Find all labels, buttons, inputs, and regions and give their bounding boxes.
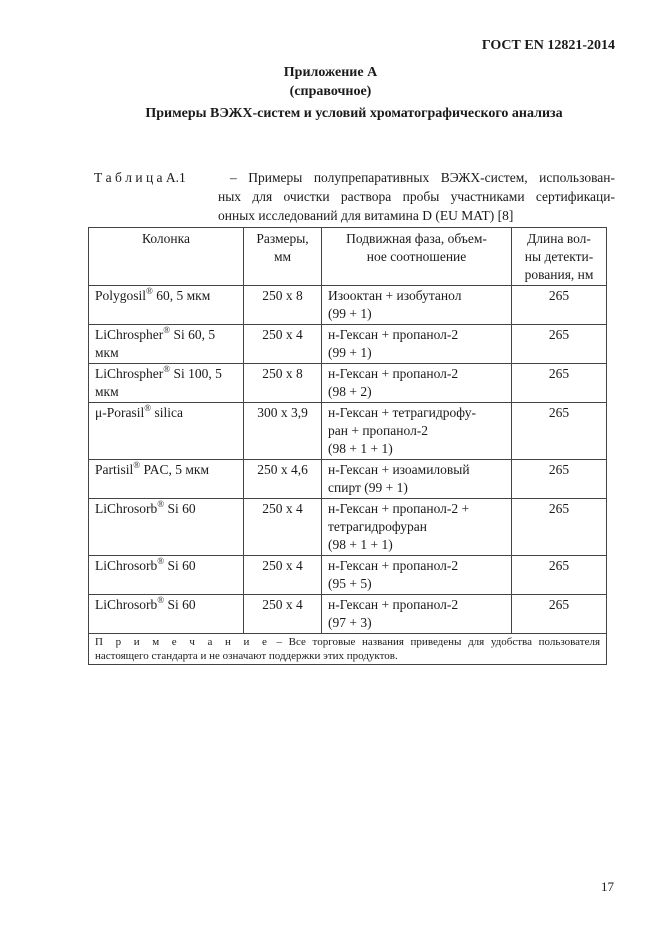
caption-line-1: – Примеры полупрепаративных ВЭЖХ-систем, использован-: [230, 170, 615, 185]
header-mobile-line: Подвижная фаза, объем-: [346, 231, 487, 246]
header-wavelength-line: Длина вол-: [527, 231, 591, 246]
column-brand: LiChrospher: [95, 327, 164, 342]
mobile-phase-line: н-Гексан + пропанол-2: [328, 327, 459, 342]
mobile-phase-line: н-Гексан + пропанол-2: [328, 558, 459, 573]
cell-mobile-phase: [322, 556, 512, 595]
mobile-phase-line: (98 + 2): [328, 384, 372, 399]
annex-heading: Примеры ВЭЖХ-систем и условий хроматографического анализа: [145, 106, 563, 121]
column-spec: 60, 5 мкм: [152, 288, 211, 303]
registered-mark: ®: [163, 364, 171, 374]
cell-column: [89, 286, 244, 325]
registered-mark: ®: [163, 325, 171, 335]
cell-column: [89, 460, 244, 499]
page-number: 17: [601, 879, 614, 894]
column-brand: LiChrospher: [95, 366, 164, 381]
caption-line-2: ных для очистки раствора пробы участниками сертификаци-: [218, 189, 615, 204]
table-row: [89, 325, 607, 364]
registered-mark: ®: [157, 556, 165, 566]
mobile-phase-line: н-Гексан + пропанол-2 +: [328, 501, 470, 516]
mobile-phase-line: тетрагидрофуран: [328, 519, 427, 534]
standard-designation: ГОСТ EN 12821-2014: [481, 38, 615, 53]
cell-size: 250 х 4: [244, 499, 322, 556]
header-wavelength-line: рования, нм: [524, 267, 594, 282]
note-line-1: [95, 635, 600, 649]
mobile-phase-line: Изооктан + изобутанол: [328, 288, 462, 303]
cell-size: 250 х 4,6: [244, 460, 322, 499]
table-row: [89, 595, 607, 634]
cell-wavelength: 265: [512, 460, 607, 499]
header-wavelength-line: ны детекти-: [524, 249, 594, 264]
annex-type: (справочное): [289, 84, 372, 99]
table-row: [89, 556, 607, 595]
table-row: [89, 286, 607, 325]
cell-column: [89, 325, 244, 364]
registered-mark: ®: [146, 286, 153, 296]
table-row: [89, 499, 607, 556]
cell-mobile-phase: [322, 364, 512, 403]
table-row: [89, 403, 607, 460]
column-brand: LiChrosorb: [95, 597, 158, 612]
header-wavelength: [512, 228, 607, 286]
column-brand: LiChrosorb: [95, 501, 158, 516]
mobile-phase-line: (95 + 5): [328, 576, 372, 591]
cell-size: 250 х 8: [244, 286, 322, 325]
cell-column: [89, 403, 244, 460]
column-spec: PAC, 5 мкм: [140, 462, 210, 477]
caption-number: А.1: [165, 170, 186, 185]
note-label: П р и м е ч а н и е: [95, 636, 270, 648]
cell-size: 250 х 4: [244, 595, 322, 634]
registered-mark: ®: [133, 460, 141, 470]
cell-column: [89, 499, 244, 556]
column-spec: silica: [151, 405, 183, 420]
mobile-phase-line: н-Гексан + пропанол-2: [328, 366, 459, 381]
mobile-phase-line: спирт (99 + 1): [328, 480, 408, 495]
cell-wavelength: 265: [512, 286, 607, 325]
header-column: [89, 228, 244, 286]
cell-mobile-phase: [322, 286, 512, 325]
cell-mobile-phase: [322, 325, 512, 364]
header-column-text: Колонка: [142, 231, 190, 246]
annex-title: Приложение А: [283, 65, 378, 80]
header-mobile-line: ное соотношение: [366, 249, 467, 264]
cell-column: [89, 364, 244, 403]
cell-size: 250 х 8: [244, 364, 322, 403]
cell-mobile-phase: [322, 460, 512, 499]
cell-mobile-phase: [322, 499, 512, 556]
registered-mark: ®: [144, 403, 152, 413]
annex-block: [0, 63, 661, 101]
note-text-1: – Все торговые названия приведены для удобства пользователя: [276, 636, 601, 648]
mobile-phase-line: н-Гексан + пропанол-2: [328, 597, 459, 612]
table-row: [89, 364, 607, 403]
mobile-phase-line: (98 + 1 + 1): [328, 537, 393, 552]
table-note: [89, 634, 607, 665]
mobile-phase-line: н-Гексан + изоамиловый: [328, 462, 470, 477]
header-size-line: мм: [273, 249, 292, 264]
column-spec: Si 60: [164, 597, 196, 612]
column-brand: LiChrosorb: [95, 558, 158, 573]
header-size-line: Размеры,: [256, 231, 309, 246]
cell-column: [89, 595, 244, 634]
column-brand: Polygosil: [95, 288, 147, 303]
table-header-row: [89, 228, 607, 286]
mobile-phase-line: (99 + 1): [328, 345, 372, 360]
column-brand: μ-Porasil: [95, 405, 145, 420]
cell-wavelength: 265: [512, 364, 607, 403]
cell-size: 250 х 4: [244, 325, 322, 364]
table-note-row: [89, 634, 607, 665]
mobile-phase-line: ран + пропанол-2: [328, 423, 429, 438]
mobile-phase-line: (98 + 1 + 1): [328, 441, 393, 456]
column-brand: Partisil: [95, 462, 134, 477]
caption-label-text: Т а б л и ц а: [94, 170, 163, 185]
cell-mobile-phase: [322, 403, 512, 460]
cell-wavelength: 265: [512, 556, 607, 595]
cell-size: 300 х 3,9: [244, 403, 322, 460]
cell-mobile-phase: [322, 595, 512, 634]
column-spec: Si 60, 5 мкм: [95, 327, 219, 360]
cell-wavelength: 265: [512, 403, 607, 460]
note-line-2: настоящего стандарта и не означают поддержки этих продуктов.: [95, 650, 398, 662]
column-spec: Si 60: [164, 558, 196, 573]
table-row: [89, 460, 607, 499]
cell-wavelength: 265: [512, 595, 607, 634]
header-size: [244, 228, 322, 286]
registered-mark: ®: [157, 499, 165, 509]
mobile-phase-line: н-Гексан + тетрагидрофу-: [328, 405, 476, 420]
column-spec: Si 60: [164, 501, 196, 516]
caption-line-3: онных исследований для витамина D (EU MAT) [8]: [218, 208, 514, 223]
cell-wavelength: 265: [512, 499, 607, 556]
cell-wavelength: 265: [512, 325, 607, 364]
cell-column: [89, 556, 244, 595]
header-mobile-phase: [322, 228, 512, 286]
mobile-phase-line: (99 + 1): [328, 306, 372, 321]
caption-label: [94, 168, 186, 187]
mobile-phase-line: (97 + 3): [328, 615, 372, 630]
registered-mark: ®: [157, 595, 165, 605]
column-spec: Si 100, 5 мкм: [95, 366, 226, 399]
columns-table: [88, 227, 607, 665]
cell-size: 250 х 4: [244, 556, 322, 595]
